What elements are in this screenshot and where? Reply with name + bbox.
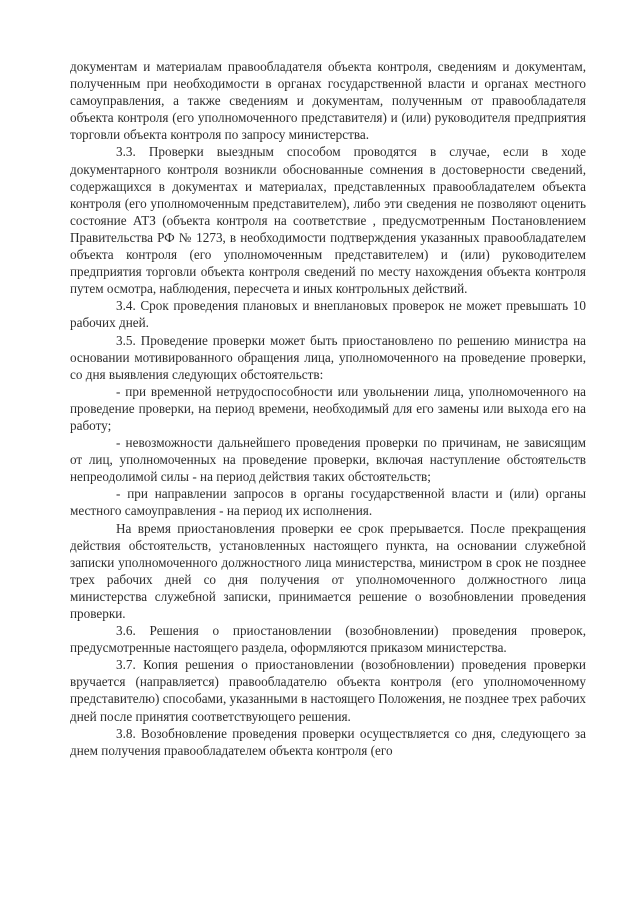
paragraph-3-8: 3.8. Возобновление проведения проверки осуществляется со дня, следующего за днем получения правообладателем объекта контроля (его (70, 725, 586, 758)
list-item-requests: - при направлении запросов в органы государственной власти и (или) органы местного самоуправления - на период их исполнения. (70, 486, 586, 519)
paragraph-3-4: 3.4. Срок проведения плановых и внеплановых проверок не может превышать 10 рабочих дней. (70, 298, 586, 331)
list-item-temporary-disability: - при временной нетрудоспособности или увольнении лица, уполномоченного на проведение проверки, на период времени, необходимый для его замены или выхода его на работу; (70, 383, 586, 433)
paragraph-continuation: документам и материалам правообладателя объекта контроля, сведениям и документам, полученным при необходимости в органах государственной власти и органах местного самоуправления, а также сведениям и документам, полученным от правообладателя объекта контроля (его уполномоченного представителя) и (или) руководителя предприятия торговли объекта контроля по запросу министерства. (70, 59, 586, 143)
paragraph-3-6: 3.6. Решения о приостановлении (возобновлении) проведения проверок, предусмотренные настоящего раздела, оформляются приказом министерства. (70, 623, 586, 656)
list-item-force-majeure: - невозможности дальнейшего проведения проверки по причинам, не зависящим от лиц, уполномоченных на проведение проверки, включая наступление обстоятельств непреодолимой силы - на период действия таких обстоятельств; (70, 435, 586, 485)
document-page (70, 58, 586, 759)
paragraph-3-7: 3.7. Копия решения о приостановлении (возобновлении) проведения проверки вручается (направляется) правообладателю объекта контроля (его уполномоченному представителю) способами, указанными в настоящего Положения, не позднее трех рабочих дней после принятия соответствующего решения. (70, 657, 586, 724)
paragraph-suspension-period: На время приостановления проверки ее срок прерывается. После прекращения действия обстоятельств, установленных настоящего пункта, на основании служебной записки уполномоченного должностного лица министерства, министром в срок не позднее трех рабочих дней со дня получения от уполномоченного должностного лица министерства служебной записки, принимается решение о возобновлении проведения проверки. (70, 520, 586, 621)
paragraph-3-3: 3.3. Проверки выездным способом проводятся в случае, если в ходе документарного контроля возникли обоснованные сомнения в достоверности сведений, содержащихся в документах и материалах, представленных правообладателем объекта контроля (его уполномоченным представителем), либо эти сведения не позволяют оценить состояние АТЗ (объекта контроля на соответствие , предусмотренным Постановлением Правительства РФ № 1273, в необходимости подтверждения указанных правообладателем объекта контроля (его уполномоченным представителем) и (или) руководителем предприятия торговли объекта контроля сведений по месту нахождения объекта контроля путем осмотра, наблюдения, пересчета и иных контрольных действий. (70, 144, 586, 297)
paragraph-3-5: 3.5. Проведение проверки может быть приостановлено по решению министра на основании мотивированного обращения лица, уполномоченного на проведение проверки, со дня выявления следующих обстоятельств: (70, 332, 586, 382)
